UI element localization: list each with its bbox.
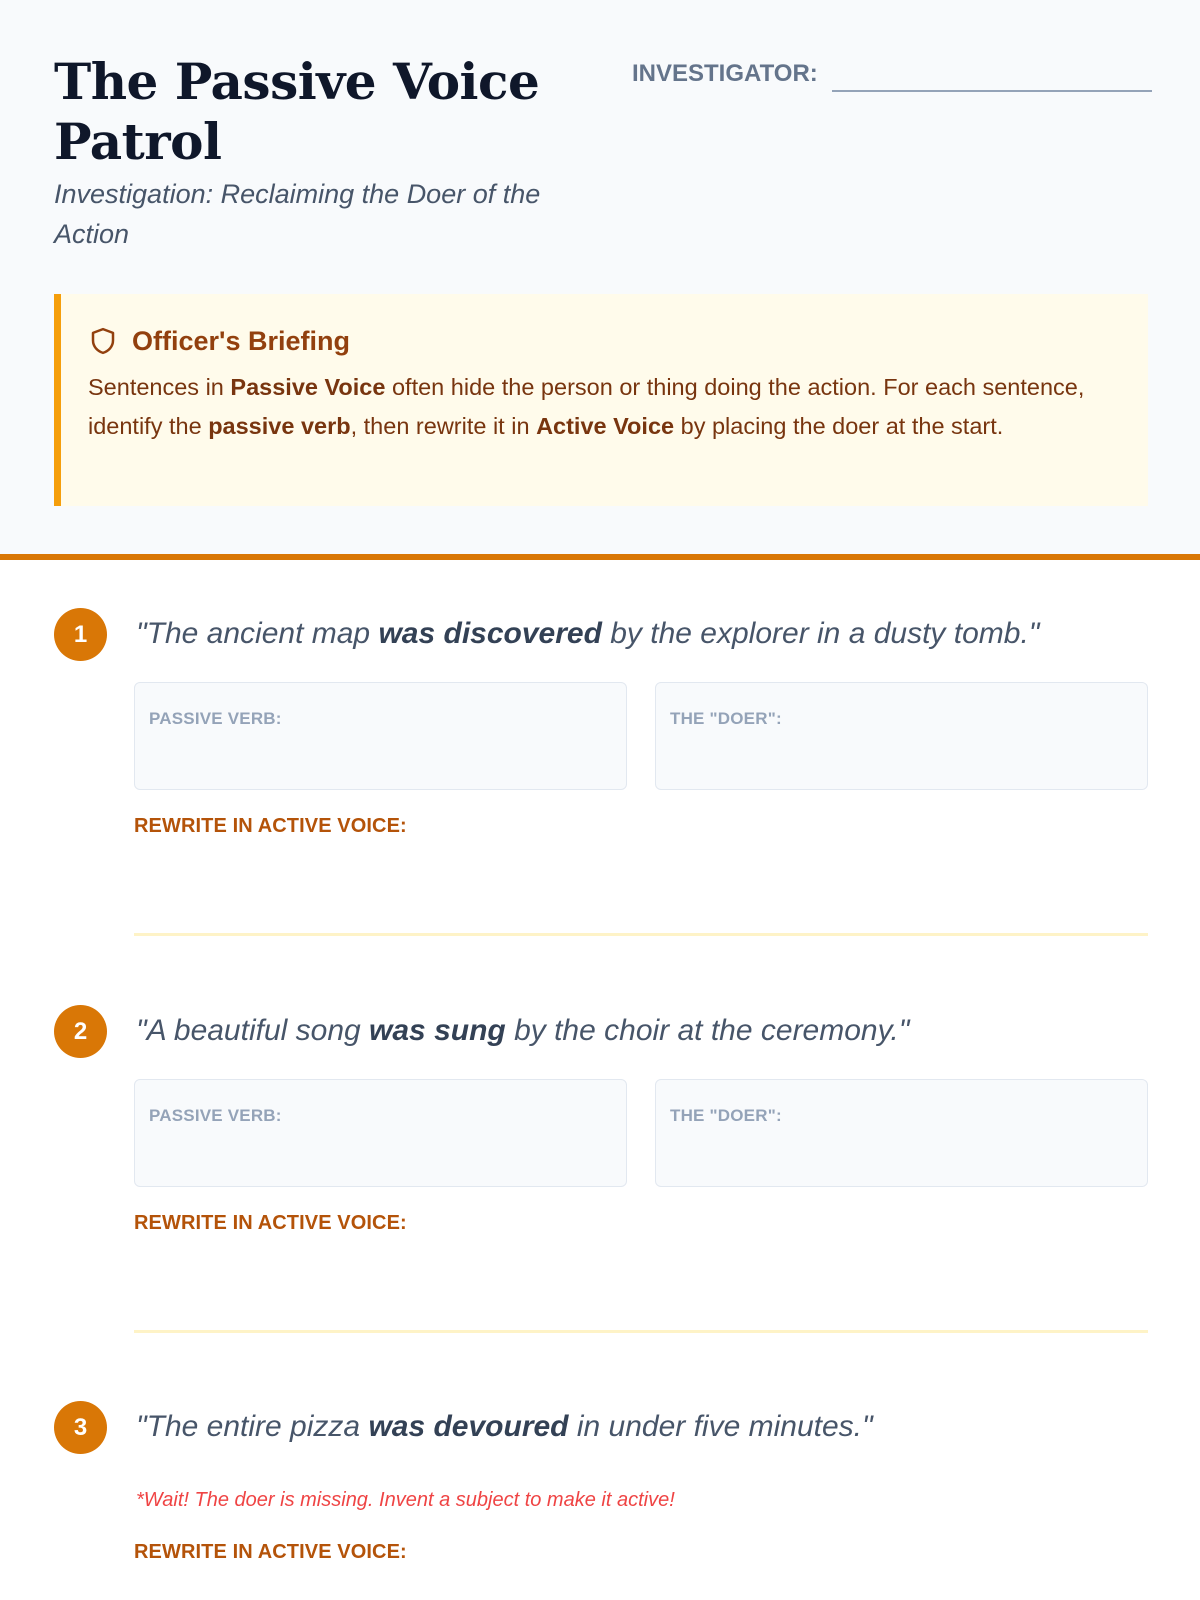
- question-number-badge: 2: [54, 1005, 107, 1058]
- sentence-part: by the explorer in a dusty tomb.": [601, 617, 1040, 650]
- page-title: The Passive Voice Patrol: [54, 52, 540, 171]
- answer-boxes: [134, 682, 1148, 790]
- briefing-term-passive-voice: Passive Voice: [230, 374, 386, 400]
- question-number-badge: 1: [54, 608, 107, 661]
- shield-icon: [88, 325, 118, 357]
- doer-label: THE "DOER":: [670, 709, 782, 728]
- answer-boxes: [134, 1079, 1148, 1187]
- briefing-term-passive-verb: passive verb: [208, 412, 351, 439]
- officers-briefing: [54, 294, 1148, 506]
- rewrite-label: REWRITE IN ACTIVE VOICE:: [134, 815, 407, 837]
- briefing-heading: [88, 322, 1118, 360]
- worksheet-header: [0, 0, 1200, 560]
- question-sentence: [136, 1403, 1146, 1451]
- sentence-part: by the choir at the ceremony.": [505, 1014, 910, 1047]
- briefing-text-part: Sentences in: [88, 374, 231, 400]
- passive-verb-label: PASSIVE VERB:: [149, 709, 282, 728]
- passive-verb-box[interactable]: [134, 682, 627, 790]
- doer-box[interactable]: [655, 682, 1148, 790]
- sentence-part: in under five minutes.": [568, 1410, 873, 1443]
- briefing-term-active-voice: Active Voice: [536, 412, 675, 439]
- rewrite-answer-line[interactable]: [134, 1330, 1148, 1333]
- passive-verb-highlight: was sung: [369, 1014, 506, 1047]
- page-subtitle: Investigation: Reclaiming the Doer of the Action: [54, 179, 541, 249]
- passive-verb-highlight: was devoured: [368, 1410, 569, 1443]
- passive-verb-highlight: was discovered: [378, 617, 602, 650]
- rewrite-label: REWRITE IN ACTIVE VOICE:: [134, 1541, 407, 1563]
- investigator-field: [632, 58, 1152, 90]
- doer-label: THE "DOER":: [670, 1106, 782, 1125]
- question-sentence: [136, 610, 1146, 658]
- rewrite-answer-line[interactable]: [134, 933, 1148, 936]
- investigator-label: INVESTIGATOR:: [632, 60, 818, 87]
- investigator-name-line[interactable]: [832, 90, 1152, 92]
- missing-doer-note: *Wait! The doer is missing. Invent a subject to make it active!: [136, 1489, 675, 1511]
- doer-box[interactable]: [655, 1079, 1148, 1187]
- question-number-badge: 3: [54, 1401, 107, 1454]
- briefing-title: Officer's Briefing: [132, 325, 350, 356]
- briefing-text-part: often hide the person or thing doing the action. For each sentence, identify the: [88, 374, 1085, 439]
- sentence-part: "The ancient map: [136, 617, 379, 650]
- passive-verb-label: PASSIVE VERB:: [149, 1106, 282, 1125]
- passive-verb-box[interactable]: [134, 1079, 627, 1187]
- rewrite-label: REWRITE IN ACTIVE VOICE:: [134, 1212, 407, 1234]
- briefing-text-part: , then rewrite it in: [350, 412, 537, 439]
- sentence-part: "The entire pizza: [136, 1410, 369, 1443]
- briefing-text-part: by placing the doer at the start.: [674, 412, 1004, 439]
- question-sentence: [136, 1007, 1146, 1055]
- briefing-text: [88, 368, 1118, 445]
- sentence-part: "A beautiful song: [136, 1014, 370, 1047]
